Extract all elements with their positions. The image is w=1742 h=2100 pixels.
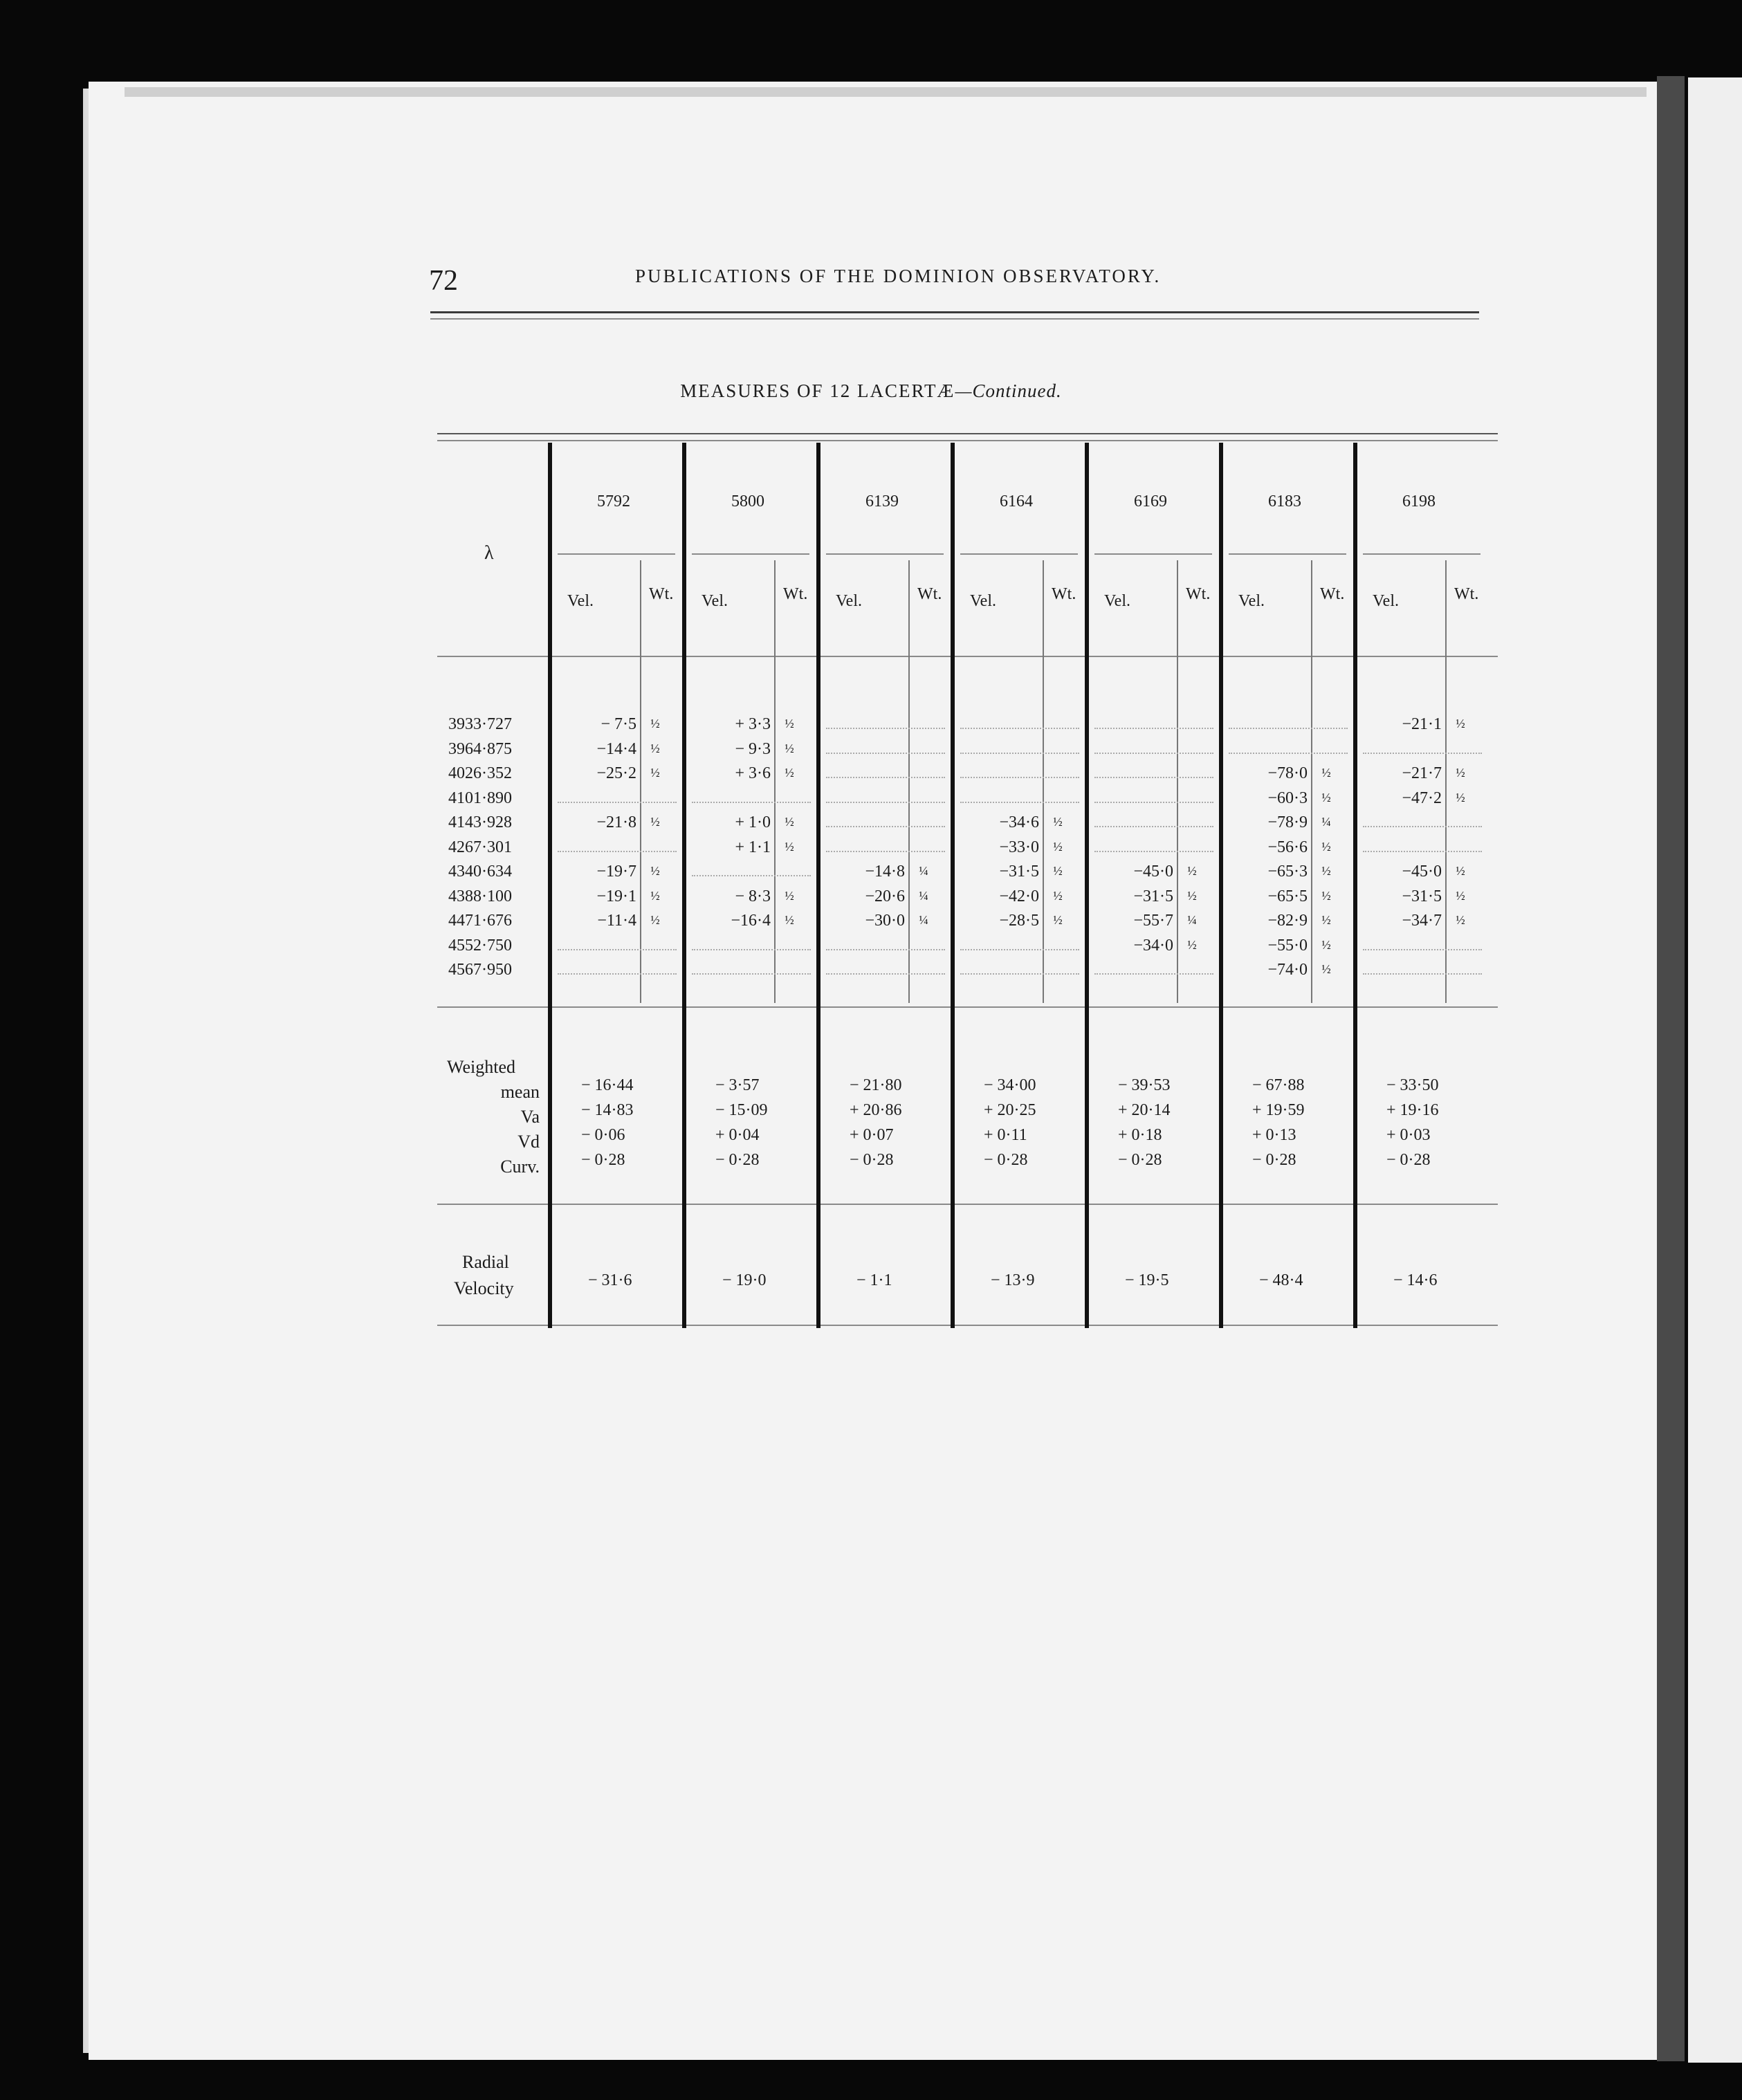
vel-header: Vel. bbox=[567, 592, 594, 610]
caption-main: MEASURES OF 12 LACERTÆ bbox=[680, 380, 955, 401]
weight-cell: ½ bbox=[785, 839, 794, 854]
leader-dots bbox=[1363, 826, 1482, 827]
vel-header: Vel. bbox=[970, 592, 996, 610]
running-title: PUBLICATIONS OF THE DOMINION OBSERVATORY. bbox=[635, 266, 1162, 286]
weight-cell: ½ bbox=[1187, 888, 1197, 903]
weight-cell: ½ bbox=[1456, 790, 1465, 804]
label-velocity: Velocity bbox=[454, 1278, 514, 1298]
column-separator bbox=[1085, 443, 1089, 1328]
summary-vd-cell: + 0·07 bbox=[850, 1126, 894, 1144]
lambda-header: λ bbox=[484, 542, 494, 564]
leader-dots bbox=[960, 949, 1079, 950]
velocity-cell: −78·0 bbox=[1267, 764, 1308, 782]
velocity-cell: −31·5 bbox=[1133, 887, 1173, 905]
summary-va-cell: + 20·14 bbox=[1118, 1101, 1171, 1119]
wavelength-cell: 4267·301 bbox=[448, 838, 512, 856]
leader-dots bbox=[1094, 851, 1213, 852]
header-bottom-rule bbox=[437, 656, 1498, 657]
plate-header-rule bbox=[826, 553, 944, 555]
plate-header-rule bbox=[1363, 553, 1480, 555]
velocity-cell: + 1·1 bbox=[735, 838, 771, 856]
vel-header: Vel. bbox=[836, 592, 862, 610]
weight-cell: ¼ bbox=[1187, 913, 1197, 927]
summary-curv-cell: − 0·28 bbox=[984, 1151, 1028, 1169]
plate-number: 6164 bbox=[1000, 492, 1033, 510]
wavelength-cell: 4388·100 bbox=[448, 887, 512, 905]
velocity-cell: −34·0 bbox=[1133, 936, 1173, 955]
weight-cell: ½ bbox=[1187, 864, 1197, 878]
weight-cell: ½ bbox=[785, 741, 794, 755]
velocity-cell: −82·9 bbox=[1267, 912, 1308, 930]
label-radial: Radial bbox=[462, 1252, 509, 1272]
wt-header: Wt. bbox=[1320, 585, 1345, 603]
velocity-cell: −33·0 bbox=[999, 838, 1039, 856]
vel-header: Vel. bbox=[702, 592, 728, 610]
summary-mean-cell: − 21·80 bbox=[850, 1076, 902, 1094]
weight-cell: ½ bbox=[650, 913, 660, 927]
velocity-cell: −30·0 bbox=[865, 912, 905, 930]
radial-velocity-cell: − 48·4 bbox=[1259, 1271, 1303, 1289]
summary-va-cell: + 19·16 bbox=[1386, 1101, 1439, 1119]
leader-dots bbox=[826, 802, 945, 803]
weight-cell: ½ bbox=[785, 717, 794, 730]
summary-vd-cell: − 0·06 bbox=[581, 1126, 625, 1144]
velocity-cell: −21·7 bbox=[1402, 764, 1442, 782]
weight-cell: ½ bbox=[785, 913, 794, 927]
weight-cell: ½ bbox=[1456, 888, 1465, 903]
velocity-cell: −21·1 bbox=[1402, 715, 1442, 733]
binding-shadow bbox=[1657, 76, 1685, 2061]
weight-cell: ½ bbox=[1053, 913, 1063, 927]
summary-va-cell: − 15·09 bbox=[715, 1101, 768, 1119]
page-edge-top bbox=[125, 87, 1647, 97]
column-separator bbox=[682, 443, 686, 1328]
leader-dots bbox=[1094, 973, 1213, 975]
velocity-cell: −55·0 bbox=[1267, 936, 1308, 955]
leader-dots bbox=[826, 949, 945, 950]
leader-dots bbox=[558, 802, 677, 803]
weight-cell: ½ bbox=[1321, 913, 1331, 927]
velocity-cell: −14·8 bbox=[865, 863, 905, 881]
velocity-cell: −65·5 bbox=[1267, 887, 1308, 905]
summary-mean-cell: − 33·50 bbox=[1386, 1076, 1439, 1094]
wavelength-cell: 4026·352 bbox=[448, 764, 512, 782]
weight-cell: ½ bbox=[1321, 962, 1331, 976]
leader-dots bbox=[1094, 802, 1213, 803]
velocity-cell: −74·0 bbox=[1267, 961, 1308, 979]
weight-cell: ½ bbox=[1053, 839, 1063, 854]
wavelength-cell: 4552·750 bbox=[448, 936, 512, 955]
radial-velocity-cell: − 1·1 bbox=[856, 1271, 892, 1289]
summary-mean-cell: − 39·53 bbox=[1118, 1076, 1171, 1094]
summary-curv-cell: − 0·28 bbox=[581, 1151, 625, 1169]
velocity-cell: −21·8 bbox=[596, 813, 636, 831]
summary-mean-cell: − 3·57 bbox=[715, 1076, 760, 1094]
vel-wt-separator bbox=[908, 560, 910, 1003]
weight-cell: ½ bbox=[1321, 766, 1331, 780]
page-number: 72 bbox=[429, 265, 458, 297]
label-vd: Vd bbox=[517, 1132, 540, 1152]
weight-cell: ½ bbox=[650, 864, 660, 878]
velocity-cell: −11·4 bbox=[597, 912, 636, 930]
leader-dots bbox=[692, 973, 811, 975]
radial-velocity-cell: − 19·5 bbox=[1125, 1271, 1169, 1289]
table-caption bbox=[0, 380, 1742, 402]
velocity-cell: −56·6 bbox=[1267, 838, 1308, 856]
vel-wt-separator bbox=[1177, 560, 1178, 1003]
facing-page bbox=[1688, 77, 1742, 2063]
leader-dots bbox=[692, 802, 811, 803]
velocity-cell: −19·1 bbox=[596, 887, 636, 905]
vel-wt-separator bbox=[1445, 560, 1447, 1003]
weight-cell: ½ bbox=[1053, 864, 1063, 878]
leader-dots bbox=[1363, 753, 1482, 754]
table-top-rule-thin bbox=[437, 440, 1498, 441]
velocity-cell: −34·6 bbox=[999, 813, 1039, 831]
table-bottom-rule bbox=[437, 1325, 1498, 1326]
leader-dots bbox=[1363, 973, 1482, 975]
column-separator bbox=[1219, 443, 1223, 1328]
wavelength-cell: 4101·890 bbox=[448, 789, 512, 807]
radial-velocity-cell: − 31·6 bbox=[588, 1271, 632, 1289]
plate-header-rule bbox=[960, 553, 1078, 555]
leader-dots bbox=[960, 777, 1079, 778]
summary-va-cell: − 14·83 bbox=[581, 1101, 634, 1119]
plate-number: 6139 bbox=[865, 492, 899, 510]
column-separator bbox=[548, 443, 552, 1328]
leader-dots bbox=[1094, 728, 1213, 729]
wavelength-cell: 4471·676 bbox=[448, 912, 512, 930]
leader-dots bbox=[692, 949, 811, 950]
summary-curv-cell: − 0·28 bbox=[1386, 1151, 1431, 1169]
velocity-cell: −14·4 bbox=[596, 739, 636, 758]
column-separator bbox=[816, 443, 820, 1328]
table-top-rule bbox=[437, 433, 1498, 434]
velocity-cell: + 3·6 bbox=[735, 764, 771, 782]
header-rule-thin bbox=[430, 318, 1479, 320]
summary-va-cell: + 20·25 bbox=[984, 1101, 1036, 1119]
plate-number: 5792 bbox=[597, 492, 630, 510]
velocity-cell: −19·7 bbox=[596, 863, 636, 881]
leader-dots bbox=[826, 777, 945, 778]
weight-cell: ½ bbox=[1053, 815, 1063, 829]
summary-va-cell: + 20·86 bbox=[850, 1101, 902, 1119]
leader-dots bbox=[1094, 777, 1213, 778]
radial-velocity-cell: − 19·0 bbox=[722, 1271, 767, 1289]
leader-dots bbox=[960, 753, 1079, 754]
weight-cell: ½ bbox=[650, 766, 660, 780]
leader-dots bbox=[826, 728, 945, 729]
plate-header-rule bbox=[558, 553, 675, 555]
weight-cell: ½ bbox=[1456, 913, 1465, 927]
leader-dots bbox=[1094, 753, 1213, 754]
summary-curv-cell: − 0·28 bbox=[715, 1151, 760, 1169]
velocity-cell: − 9·3 bbox=[735, 739, 771, 758]
plate-number: 5800 bbox=[731, 492, 764, 510]
plate-number: 6198 bbox=[1402, 492, 1436, 510]
velocity-cell: −45·0 bbox=[1133, 863, 1173, 881]
weight-cell: ¼ bbox=[1321, 815, 1331, 829]
leader-dots bbox=[558, 851, 677, 852]
summary-curv-cell: − 0·28 bbox=[1118, 1151, 1162, 1169]
column-separator bbox=[1353, 443, 1357, 1328]
plate-header-rule bbox=[1229, 553, 1346, 555]
wavelength-cell: 4340·634 bbox=[448, 863, 512, 881]
velocity-cell: + 1·0 bbox=[735, 813, 771, 831]
weight-cell: ½ bbox=[1456, 717, 1465, 730]
summary-vd-cell: + 0·03 bbox=[1386, 1126, 1431, 1144]
weight-cell: ½ bbox=[1187, 937, 1197, 952]
leader-dots bbox=[1094, 826, 1213, 827]
weight-cell: ½ bbox=[785, 888, 794, 903]
leader-dots bbox=[826, 826, 945, 827]
vel-wt-separator bbox=[1311, 560, 1312, 1003]
weight-cell: ½ bbox=[1321, 888, 1331, 903]
weight-cell: ½ bbox=[650, 741, 660, 755]
velocity-cell: −28·5 bbox=[999, 912, 1039, 930]
leader-dots bbox=[960, 728, 1079, 729]
weight-cell: ¼ bbox=[919, 864, 928, 878]
weight-cell: ¼ bbox=[919, 888, 928, 903]
weight-cell: ½ bbox=[650, 888, 660, 903]
header-rule bbox=[430, 311, 1479, 313]
summary-mean-cell: − 34·00 bbox=[984, 1076, 1036, 1094]
wt-header: Wt. bbox=[1186, 585, 1211, 603]
wt-header: Wt. bbox=[1454, 585, 1479, 603]
plate-number: 6183 bbox=[1268, 492, 1301, 510]
velocity-cell: − 8·3 bbox=[735, 887, 771, 905]
vel-header: Vel. bbox=[1104, 592, 1130, 610]
summary-mean-cell: − 16·44 bbox=[581, 1076, 634, 1094]
velocity-cell: −60·3 bbox=[1267, 789, 1308, 807]
velocity-cell: − 7·5 bbox=[600, 715, 636, 733]
leader-dots bbox=[692, 875, 811, 876]
leader-dots bbox=[1363, 851, 1482, 852]
wt-header: Wt. bbox=[649, 585, 674, 603]
leader-dots bbox=[1229, 728, 1348, 729]
vel-header: Vel. bbox=[1238, 592, 1265, 610]
leader-dots bbox=[960, 973, 1079, 975]
book-page bbox=[89, 82, 1659, 2060]
vel-wt-separator bbox=[1043, 560, 1044, 1003]
leader-dots bbox=[558, 973, 677, 975]
label-va: Va bbox=[520, 1107, 540, 1127]
leader-dots bbox=[826, 753, 945, 754]
weight-cell: ½ bbox=[650, 717, 660, 730]
vel-header: Vel. bbox=[1373, 592, 1399, 610]
leader-dots bbox=[826, 973, 945, 975]
weight-cell: ½ bbox=[1456, 766, 1465, 780]
summary-curv-cell: − 0·28 bbox=[1252, 1151, 1296, 1169]
leader-dots bbox=[826, 851, 945, 852]
summary-vd-cell: + 0·11 bbox=[984, 1126, 1027, 1144]
wt-header: Wt. bbox=[917, 585, 942, 603]
wt-header: Wt. bbox=[783, 585, 808, 603]
plate-header-rule bbox=[1094, 553, 1212, 555]
column-separator bbox=[951, 443, 955, 1328]
wavelength-cell: 3964·875 bbox=[448, 739, 512, 758]
vel-wt-separator bbox=[640, 560, 641, 1003]
summary-mean-cell: − 67·88 bbox=[1252, 1076, 1305, 1094]
label-weighted: Weighted bbox=[447, 1057, 515, 1077]
wavelength-cell: 4143·928 bbox=[448, 813, 512, 831]
weight-cell: ½ bbox=[1053, 888, 1063, 903]
radial-velocity-cell: − 13·9 bbox=[991, 1271, 1035, 1289]
leader-dots bbox=[558, 949, 677, 950]
summary-vd-cell: + 0·04 bbox=[715, 1126, 760, 1144]
summary-vd-cell: + 0·18 bbox=[1118, 1126, 1162, 1144]
plate-number: 6169 bbox=[1134, 492, 1167, 510]
wavelength-cell: 4567·950 bbox=[448, 961, 512, 979]
velocity-cell: −31·5 bbox=[999, 863, 1039, 881]
weight-cell: ½ bbox=[650, 815, 660, 829]
radial-velocity-cell: − 14·6 bbox=[1393, 1271, 1438, 1289]
velocity-cell: −45·0 bbox=[1402, 863, 1442, 881]
vel-wt-separator bbox=[774, 560, 776, 1003]
weight-cell: ½ bbox=[1321, 937, 1331, 952]
label-curv: Curv. bbox=[500, 1157, 540, 1177]
weight-cell: ½ bbox=[1321, 864, 1331, 878]
velocity-cell: −47·2 bbox=[1402, 789, 1442, 807]
weight-cell: ½ bbox=[785, 815, 794, 829]
wavelength-cell: 3933·727 bbox=[448, 715, 512, 733]
velocity-cell: −55·7 bbox=[1133, 912, 1173, 930]
wt-header: Wt. bbox=[1052, 585, 1076, 603]
velocity-cell: −65·3 bbox=[1267, 863, 1308, 881]
velocity-cell: + 3·3 bbox=[735, 715, 771, 733]
summary-bottom-rule bbox=[437, 1204, 1498, 1205]
weight-cell: ¼ bbox=[919, 913, 928, 927]
leader-dots bbox=[1363, 949, 1482, 950]
weight-cell: ½ bbox=[785, 766, 794, 780]
weight-cell: ½ bbox=[1456, 864, 1465, 878]
velocity-cell: −34·7 bbox=[1402, 912, 1442, 930]
velocity-cell: −31·5 bbox=[1402, 887, 1442, 905]
velocity-cell: −42·0 bbox=[999, 887, 1039, 905]
label-mean: mean bbox=[500, 1082, 540, 1102]
velocity-cell: −16·4 bbox=[731, 912, 771, 930]
velocity-cell: −25·2 bbox=[596, 764, 636, 782]
summary-va-cell: + 19·59 bbox=[1252, 1101, 1305, 1119]
leader-dots bbox=[960, 802, 1079, 803]
body-bottom-rule bbox=[437, 1006, 1498, 1008]
plate-header-rule bbox=[692, 553, 809, 555]
weight-cell: ½ bbox=[1321, 790, 1331, 804]
weight-cell: ½ bbox=[1321, 839, 1331, 854]
velocity-cell: −78·9 bbox=[1267, 813, 1308, 831]
velocity-cell: −20·6 bbox=[865, 887, 905, 905]
caption-suffix: —Continued. bbox=[955, 380, 1062, 401]
summary-curv-cell: − 0·28 bbox=[850, 1151, 894, 1169]
leader-dots bbox=[1229, 753, 1348, 754]
summary-vd-cell: + 0·13 bbox=[1252, 1126, 1296, 1144]
